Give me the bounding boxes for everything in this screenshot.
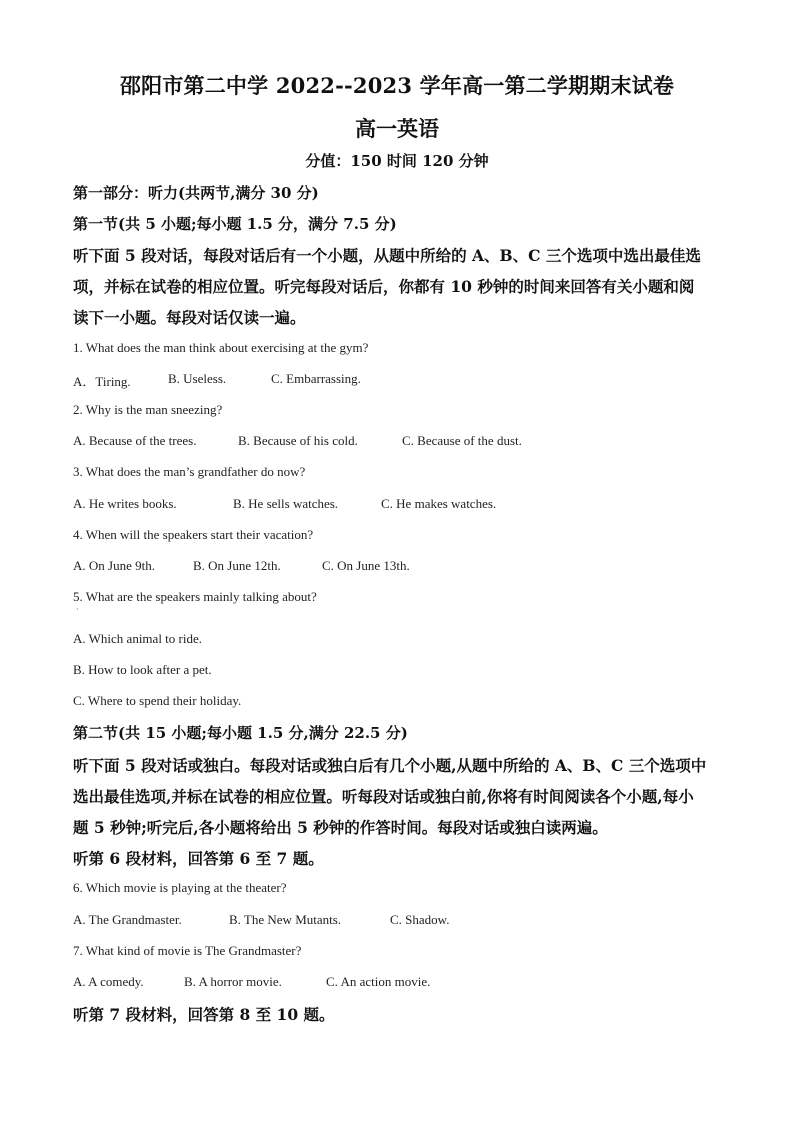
section2-instruction-1: 听下面 5 段对话或独白。每段对话或独白后有几个小题,从题中所给的 A、B、C 三个选项中 <box>73 756 707 775</box>
q3-option-a: A. He writes books. <box>73 496 177 511</box>
question-2: 2. Why is the man sneezing? <box>73 402 223 417</box>
question-6: 6. Which movie is playing at the theater? <box>73 880 287 895</box>
stray-mark: · <box>76 605 79 614</box>
question-4: 4. When will the speakers start their vacation? <box>73 527 314 542</box>
q5-option-a: A. Which animal to ride. <box>73 631 203 646</box>
section1-heading: 第一节(共 5 小题;每小题 1.5 分，满分 7.5 分) <box>73 215 397 233</box>
q6-option-b: B. The New Mutants. <box>229 912 342 927</box>
q4-option-c: C. On June 13th. <box>322 558 410 573</box>
q1-option-c: C. Embarrassing. <box>271 371 361 386</box>
instruction-line-3: 读下一小题。每段对话仅读一遍。 <box>73 308 306 327</box>
q1-option-b: B. Useless. <box>168 371 227 386</box>
material-6-heading: 听第 6 段材料，回答第 6 至 7 题。 <box>73 849 324 868</box>
q5-option-b: B. How to look after a pet. <box>73 662 212 677</box>
q2-option-b: B. Because of his cold. <box>238 433 358 448</box>
section2-instruction-3: 题 5 秒钟;听完后,各小题将给出 5 秒钟的作答时间。每段对话或独白读两遍。 <box>73 818 608 837</box>
question-1: 1. What does the man think about exercising at the gym? <box>73 340 369 355</box>
q7-option-c: C. An action movie. <box>326 974 431 989</box>
section2-instruction-2: 选出最佳选项,并标在试卷的相应位置。听每段对话或独白前,你将有时间阅读各个小题,每小 <box>73 787 694 806</box>
score-time: 分值：150 时间 120 分钟 <box>305 152 489 170</box>
instruction-line-2: 项，并标在试卷的相应位置。听完每段对话后，你都有 10 秒钟的时间来回答有关小题和阅 <box>73 277 695 296</box>
section2-heading: 第二节(共 15 小题;每小题 1.5 分,满分 22.5 分) <box>73 724 408 742</box>
part1-heading: 第一部分：听力(共两节,满分 30 分) <box>73 184 319 202</box>
material-7-heading: 听第 7 段材料，回答第 8 至 10 题。 <box>73 1005 335 1024</box>
q4-option-b: B. On June 12th. <box>193 558 281 573</box>
exam-title: 邵阳市第二中学 2022--2023 学年高一第二学期期末试卷 <box>119 73 675 98</box>
q6-option-c: C. Shadow. <box>390 912 450 927</box>
question-5: 5. What are the speakers mainly talking about? <box>73 589 317 604</box>
q4-option-a: A. On June 9th. <box>73 558 155 573</box>
q6-option-a: A. The Grandmaster. <box>73 912 182 927</box>
q2-option-c: C. Because of the dust. <box>402 433 522 448</box>
instruction-line-1: 听下面 5 段对话，每段对话后有一个小题，从题中所给的 A、B、C 三个选项中选出最佳选 <box>73 246 701 265</box>
q1-option-a: A．Tiring. <box>73 374 131 389</box>
question-7: 7. What kind of movie is The Grandmaster? <box>73 943 302 958</box>
q3-option-b: B. He sells watches. <box>233 496 339 511</box>
exam-subject: 高一英语 <box>355 116 439 141</box>
q3-option-c: C. He makes watches. <box>381 496 497 511</box>
q2-option-a: A. Because of the trees. <box>73 433 197 448</box>
question-3: 3. What does the man’s grandfather do now? <box>73 464 306 479</box>
q5-option-c: C. Where to spend their holiday. <box>73 693 242 708</box>
q7-option-b: B. A horror movie. <box>184 974 282 989</box>
q7-option-a: A. A comedy. <box>73 974 144 989</box>
